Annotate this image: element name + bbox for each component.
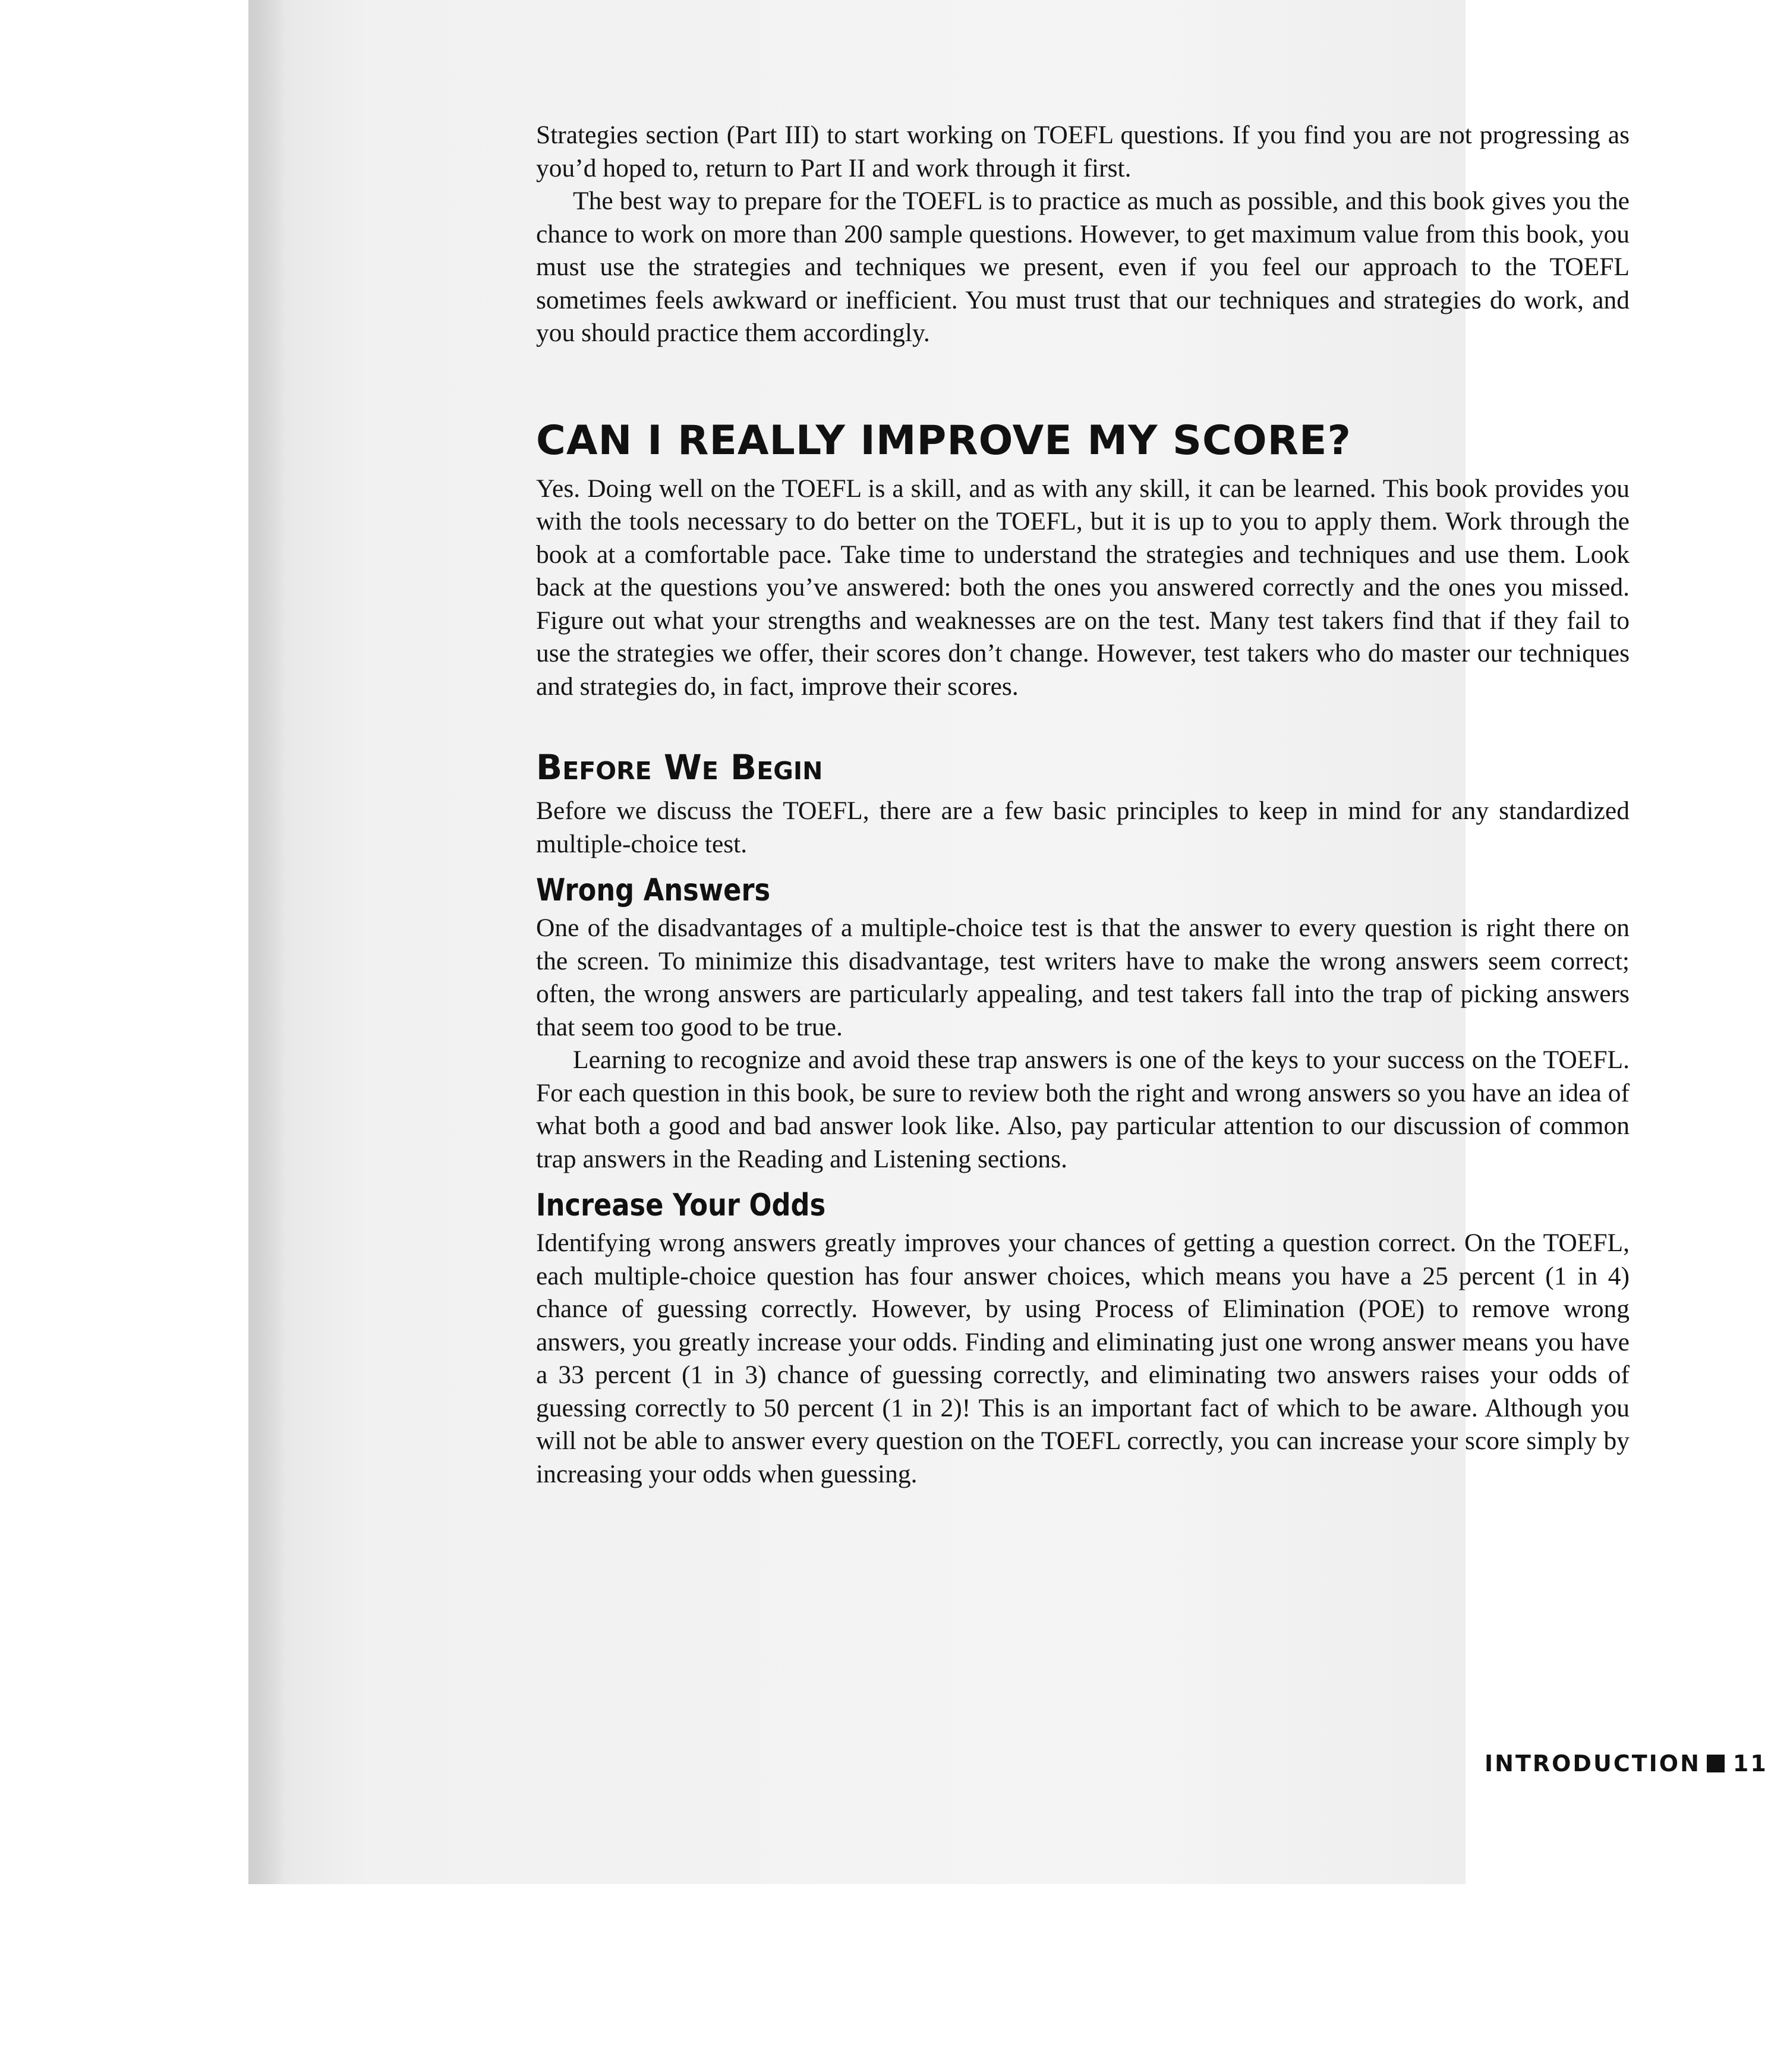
increase-odds-paragraph: Identifying wrong answers greatly improves your chances of getting a question correct. On the TOEFL, each multiple-choice question has four answer choices, which means you have a 25 percent (1 in 4) chance of guessing correctly. However, by using Process of Elimination (POE) to remove wrong answers, you greatly increase your odds. Finding and eliminating just one wrong answer means you have a 33 percent (1 in 3) chance of guessing correctly, and eliminating two answers raises your odds of guessing correctly to 50 percent (1 in 2)! This is an important fact of which to be aware. Although you will not be able to answer every question on the TOEFL correctly, you can increase your score simply by increasing your odds when guessing.: [536, 1229, 1630, 1488]
intro-paragraph-2: The best way to prepare for the TOEFL is to practice as much as possible, and this book gives you the chance to work on more than 200 sample questions. However, to get maximum value from this book, you must use the strategies and techniques we present, even if you feel our approach to the TOEFL sometimes feels awkward or inefficient. You must trust that our techniques and strategies do work, and you should practice them accordingly.: [536, 187, 1630, 347]
subsection-paragraph: Before we discuss the TOEFL, there are a few basic principles to keep in mind for any standardized multiple-choice test.: [536, 796, 1630, 858]
wrong-answers-heading: Wrong Answers: [536, 873, 771, 908]
scanned-page: [248, 0, 1768, 1884]
section-heading: CAN I REALLY IMPROVE MY SCORE?: [536, 417, 1351, 464]
increase-odds-heading: Increase Your Odds: [536, 1188, 826, 1223]
page-number: 11: [1732, 1750, 1768, 1777]
intro-paragraph-1: Strategies section (Part III) to start working on TOEFL questions. If you find you are not progressing as you’d hoped to, return to Part II and work through it first.: [536, 121, 1630, 182]
square-bullet-icon: [1707, 1755, 1725, 1772]
section-paragraph: Yes. Doing well on the TOEFL is a skill, and as with any skill, it can be learned. This book provides you with the tools necessary to do better on the TOEFL, but it is up to you to apply them. Work through the book at a comfortable pace. Take time to understand the strategies and techniques and use them. Look back at the questions you’ve answered: both the ones you answered correctly and the ones you missed. Figure out what your strengths and weaknesses are on the test. Many test takers find that if they fail to use the strategies we offer, their scores don’t change. However, test takers who do master our techniques and strategies do, in fact, improve their scores.: [536, 474, 1630, 701]
page-body: [536, 119, 1630, 1491]
subsection-heading: Before We Begin: [536, 747, 823, 788]
wrong-answers-paragraph-2: Learning to recognize and avoid these trap answers is one of the keys to your success on the TOEFL. For each question in this book, be sure to review both the right and wrong answers so you have an idea of what both a good and bad answer look like. Also, pay particular attention to our discussion of common trap answers in the Reading and Listening sections.: [536, 1046, 1630, 1173]
wrong-answers-paragraph-1: One of the disadvantages of a multiple-choice test is that the answer to every question is right there on the screen. To minimize this disadvantage, test writers have to make the wrong answers seem correct; often, the wrong answers are particularly appealing, and test takers fall into the trap of picking answers that seem too good to be true.: [536, 914, 1630, 1041]
page-footer: [1485, 1750, 1768, 1777]
footer-label: INTRODUCTION: [1485, 1750, 1701, 1777]
binding-shadow: [248, 0, 284, 1884]
